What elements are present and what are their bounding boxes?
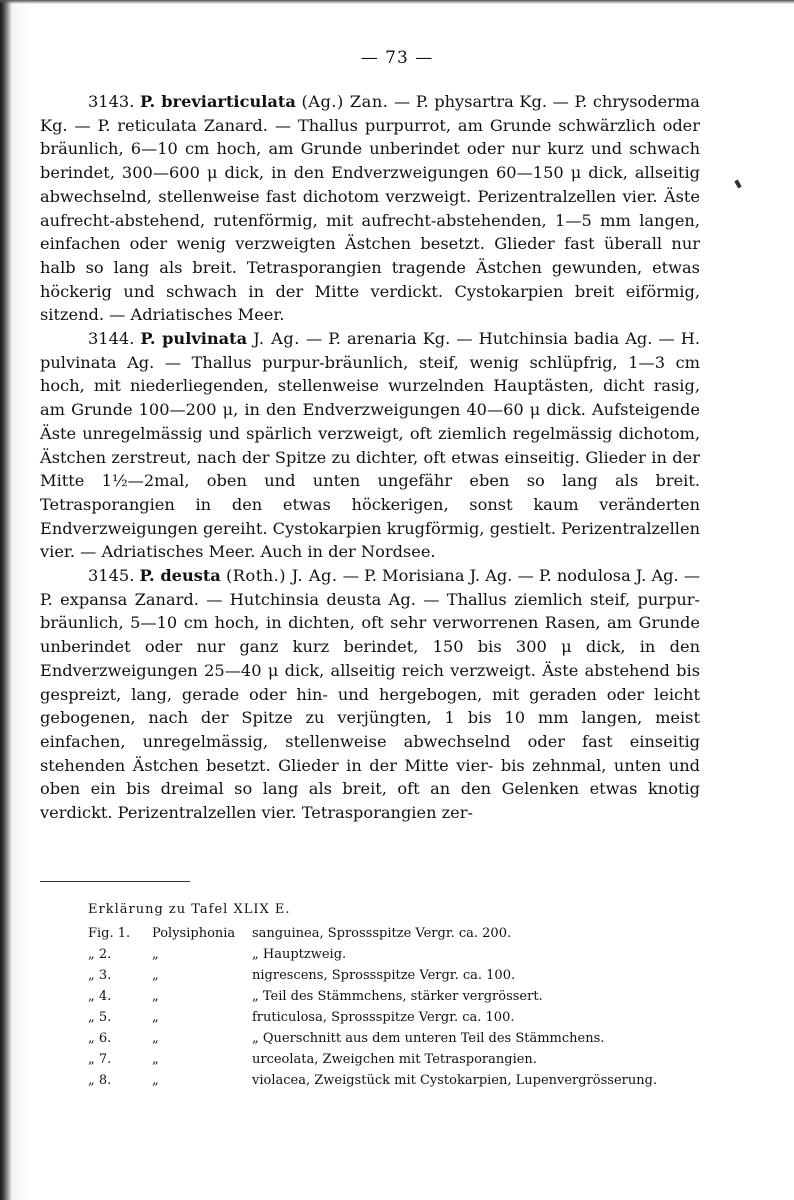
species-authority: J. Ag. bbox=[253, 329, 300, 349]
legend-row bbox=[88, 986, 708, 1007]
page-number: — 73 — bbox=[360, 48, 434, 68]
figure-number: „ 7. bbox=[88, 1052, 112, 1067]
figure-description: violacea, Zweigstück mit Cystokarpien, Lupenvergrösserung. bbox=[252, 1073, 658, 1088]
figure-genus: „ bbox=[152, 1031, 159, 1046]
figure-description: „ Teil des Stämmchens, stärker vergrössert. bbox=[252, 989, 543, 1004]
figure-number: „ 5. bbox=[88, 1010, 112, 1025]
figure-number: „ 8. bbox=[88, 1073, 112, 1088]
figure-genus: „ bbox=[152, 989, 159, 1004]
figure-genus: „ bbox=[152, 1052, 159, 1067]
legend-row bbox=[88, 1028, 708, 1049]
legend-row bbox=[88, 1007, 708, 1028]
species-entry-3145 bbox=[40, 564, 700, 825]
species-entry-3144 bbox=[40, 327, 700, 564]
footnote-rule bbox=[40, 881, 190, 882]
figure-description: „ Hauptzweig. bbox=[252, 947, 347, 962]
entry-number: 3144. bbox=[88, 329, 135, 349]
figure-description: fruticulosa, Sprossspitze Vergr. ca. 100. bbox=[252, 1010, 515, 1025]
page-edge-shadow bbox=[0, 0, 794, 4]
figure-number: „ 6. bbox=[88, 1031, 112, 1046]
figure-description: nigrescens, Sprossspitze Vergr. ca. 100. bbox=[252, 968, 516, 983]
figure-description: „ Querschnitt aus dem unteren Teil des Stämmchens. bbox=[252, 1031, 605, 1046]
ink-speck bbox=[734, 180, 741, 189]
figure-number: Fig. 1. bbox=[88, 926, 131, 941]
legend-row bbox=[88, 944, 708, 965]
entry-description: — P. Morisiana J. Ag. — P. nodulosa J. Ag. — P. expansa Zanard. — Hutchinsia deusta Ag. — Thallus ziemlich steif, purpur-bräunlich, 5—10 cm hoch, in dichten, oft sehr verworrenen Rasen, am Grunde unberindet oder nur ganz kurz berindet, 150 bis 300 μ dick, in den Endverzweigungen 25—40 μ dick, allseitig reich verzweigt. Äste abstehend bis gespreizt, lang, gerade oder hin- und hergebogen, mit geraden oder leicht gebogenen, nach der Spitze zu verjüngten, 1 bis 10 mm langen, meist einfachen, unregelmässig, stellenweise abwechselnd oder fast einseitig stehenden Ästchen besetzt. Glieder in der Mitte vier- bis zehnmal, unten und oben ein bis dreimal so lang als breit, oft an den Gelenken etwas knotig verdickt. Perizentralzellen vier. Tetrasporangien zer- bbox=[40, 566, 701, 823]
figure-genus: „ bbox=[152, 947, 159, 962]
figure-genus: „ bbox=[152, 968, 159, 983]
entry-number: 3145. bbox=[88, 566, 135, 586]
species-name: P. breviarticulata bbox=[139, 92, 296, 111]
species-name: P. pulvinata bbox=[140, 329, 248, 349]
figure-genus: „ bbox=[152, 1010, 159, 1025]
species-authority: (Roth.) J. Ag. bbox=[225, 566, 338, 586]
legend-row bbox=[88, 923, 708, 944]
figure-genus: „ bbox=[152, 1073, 159, 1088]
figure-number: „ 3. bbox=[88, 968, 112, 983]
plate-legend bbox=[88, 899, 708, 1091]
entry-description: — P. arenaria Kg. — Hutchinsia badia Ag. — H. pulvinata Ag. — Thallus purpur-bräunlich, steif, wenig schlüpfrig, 1—3 cm hoch, mit niederliegenden, stellenweise wurzelnden Hauptästen, dicht rasig, am Grunde 100—200 μ, in den Endverzweigungen 40—60 μ dick. Aufsteigende Äste unregelmässig und spärlich verzweigt, oft ziemlich regelmässig dichotom, Ästchen zerstreut, nach der Spitze zu dichter, oft etwas einseitig. Glieder in der Mitte 1½—2mal, oben und unten ungefähr eben so lang als breit. Tetrasporangien in den etwas höckerigen, sonst kaum veränderten Endverzweigungen gereiht. Cystokarpien krugförmig, gestielt. Perizentralzellen vier. — Adriatisches Meer. Auch in der Nordsee. bbox=[40, 329, 701, 562]
species-entry-3143 bbox=[40, 90, 700, 327]
figure-description: urceolata, Zweigchen mit Tetrasporangien. bbox=[252, 1052, 537, 1067]
figure-number: „ 4. bbox=[88, 989, 112, 1004]
species-name: P. deusta bbox=[139, 566, 221, 586]
figure-description: sanguinea, Sprossspitze Vergr. ca. 200. bbox=[252, 926, 512, 941]
main-text bbox=[40, 90, 700, 825]
entry-number: 3143. bbox=[88, 92, 135, 111]
entry-description: — P. physartra Kg. — P. chrysoderma Kg. — P. reticulata Zanard. — Thallus purpurrot, am Grunde schwärzlich oder bräunlich, 6—10 cm hoch, am Grunde unberindet oder nur kurz und schwach berindet, 300—600 μ dick, in den Endverzweigungen 60—150 μ dick, allseitig abwechselnd, stellenweise fast dichotom verzweigt. Perizentralzellen vier. Äste aufrecht-abstehend, rutenförmig, mit aufrecht-abstehenden, 1—5 mm langen, einfachen oder wenig verzweigten Ästchen besetzt. Glieder fast überall nur halb so lang als breit. Tetrasporangien tragende Ästchen gewunden, etwas höckerig und schwach in der Mitte verdickt. Cystokarpien breit eiförmig, sitzend. — Adriatisches Meer. bbox=[40, 92, 700, 325]
legend-row bbox=[88, 1070, 708, 1091]
legend-row bbox=[88, 965, 708, 986]
figure-number: „ 2. bbox=[88, 947, 112, 962]
species-authority: (Ag.) Zan. bbox=[301, 92, 389, 111]
legend-title: Erklärung zu Tafel XLIX E. bbox=[88, 902, 291, 917]
figure-genus: Polysiphonia bbox=[152, 926, 236, 941]
legend-row bbox=[88, 1049, 708, 1070]
